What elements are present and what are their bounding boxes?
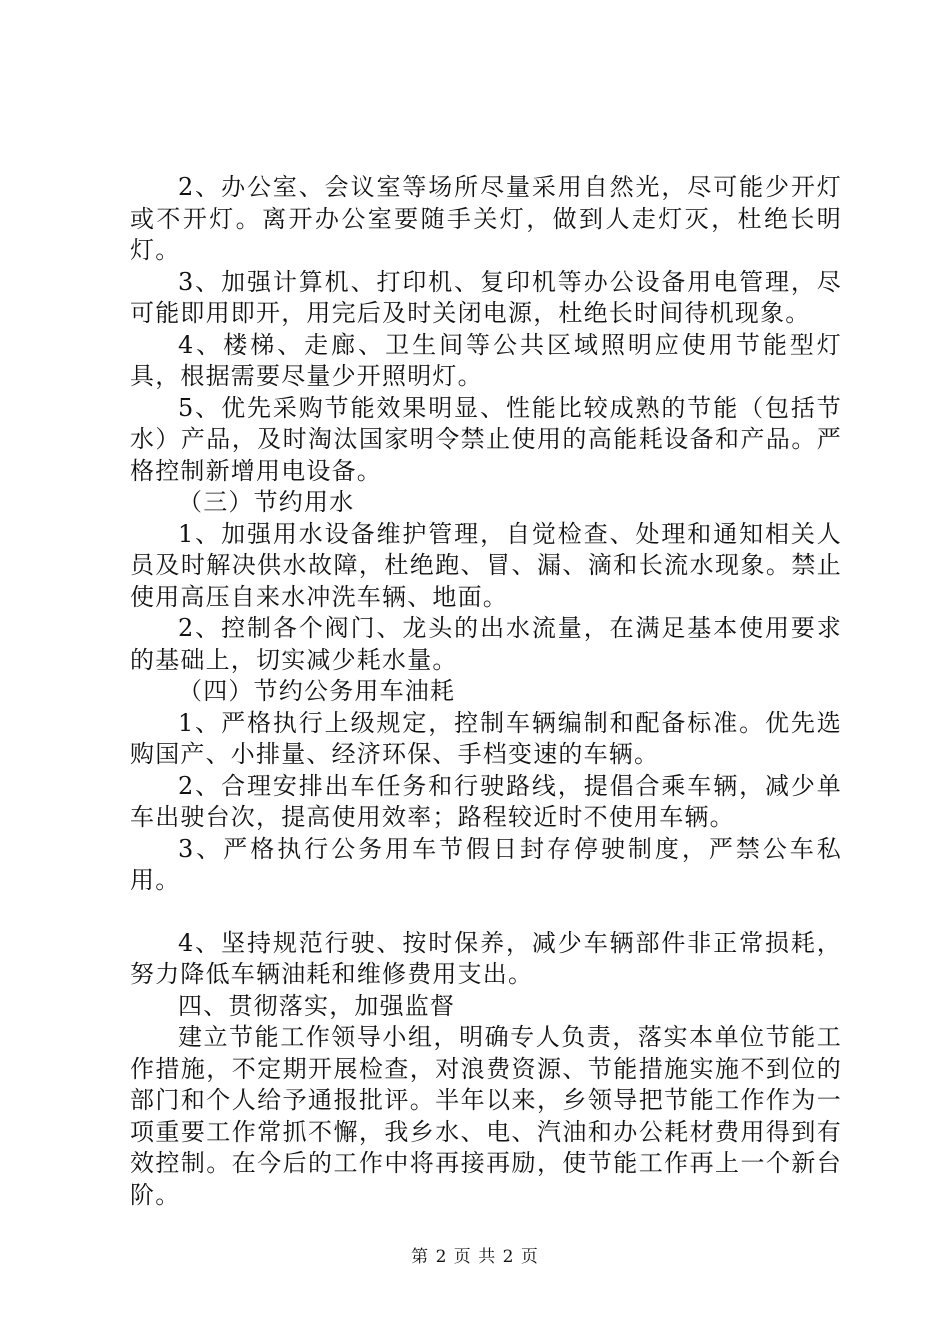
paragraph-water-flow: 2、控制各个阀门、龙头的出水流量，在满足基本使用要求的基础上，切实减少耗水量。 <box>130 614 842 674</box>
paragraph-energy-lighting: 2、办公室、会议室等场所尽量采用自然光，尽可能少开灯或不开灯。离开办公室要随手关灯，做到人走灯灭，杜绝长明灯。 <box>130 173 842 264</box>
section-heading-water: （三）节约用水 <box>178 488 355 516</box>
paragraph-vehicle-routes: 2、合理安排出车任务和行驶路线，提倡合乘车辆，减少单车出驶台次，提高使用效率；路程较近时不使用车辆。 <box>130 771 842 831</box>
paragraph-public-lighting: 4、楼梯、走廊、卫生间等公共区域照明应使用节能型灯具，根据需要尽量少开照明灯。 <box>130 330 842 390</box>
paragraph-vehicle-standards: 1、严格执行上级规定，控制车辆编制和配备标准。优先选购国产、小排量、经济环保、手档变速的车辆。 <box>130 708 842 768</box>
paragraph-procurement: 5、优先采购节能效果明显、性能比较成熟的节能（包括节水）产品，及时淘汰国家明令禁止使用的高能耗设备和产品。严格控制新增用电设备。 <box>130 393 842 485</box>
paragraph-office-equipment: 3、加强计算机、打印机、复印机等办公设备用电管理，尽可能即用即开，用完后及时关闭电源，杜绝长时间待机现象。 <box>130 267 842 327</box>
paragraph-vehicle-holiday: 3、严格执行公务用车节假日封存停驶制度，严禁公车私用。 <box>130 834 842 894</box>
paragraph-gap <box>130 897 842 928</box>
paragraph-vehicle-maintenance: 4、坚持规范行驶、按时保养，减少车辆部件非正常损耗，努力降低车辆油耗和维修费用支出。 <box>130 928 842 988</box>
document-body <box>130 172 842 1211</box>
page-footer: 第 2 页 共 2 页 <box>411 1247 539 1267</box>
paragraph-water-maintenance: 1、加强用水设备维护管理，自觉检查、处理和通知相关人员及时解决供水故障，杜绝跑、冒、漏、滴和长流水现象。禁止使用高压自来水冲洗车辆、地面。 <box>130 519 842 611</box>
section-heading-vehicle: （四）节约公务用车油耗 <box>178 677 456 705</box>
paragraph-implementation: 建立节能工作领导小组，明确专人负责，落实本单位节能工作措施，不定期开展检查，对浪费资源、节能措施实施不到位的部门和个人给予通报批评。半年以来，乡领导把节能工作作为一项重要工作常抓不懈，我乡水、电、汽油和办公耗材费用得到有效控制。在今后的工作中将再接再励，使节能工作再上一个新台阶。 <box>130 1023 842 1209</box>
section-heading-implementation: 四、贯彻落实，加强监督 <box>178 991 456 1020</box>
